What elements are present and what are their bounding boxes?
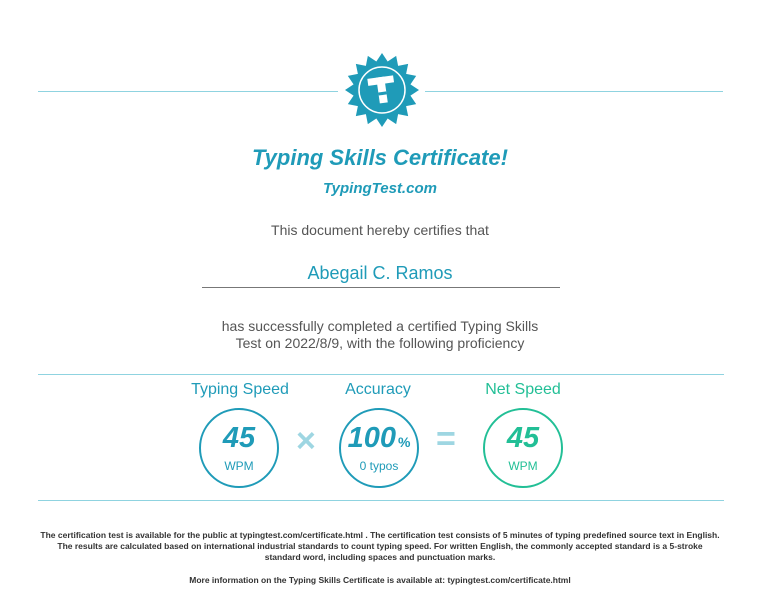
completion-text — [0, 318, 760, 352]
typing-speed-value: 45 — [222, 422, 256, 454]
top-rule-right — [425, 91, 723, 92]
equals-icon: = — [436, 420, 456, 458]
accuracy-value-wrap — [341, 422, 417, 458]
footer-disclaimer: The certification test is available for the public at typingtest.com/certificate.html . The certification test consists of 5 minutes of typing predefined source text in English. The results are calculated based on international industrial standards to count typing speed. For written English, the commonly accepted standard is a 5-stroke standard word, including spaces and punctuation marks. — [40, 530, 720, 562]
accuracy-label: Accuracy — [345, 381, 411, 398]
typing-speed-badge — [199, 408, 279, 488]
net-speed-unit: WPM — [508, 459, 538, 473]
certificate-site: TypingTest.com — [323, 180, 437, 197]
net-speed-label: Net Speed — [485, 381, 561, 398]
accuracy-badge — [339, 408, 419, 488]
accuracy-percent: % — [397, 434, 411, 450]
completion-line-2: Test on 2022/8/9, with the following proficiency — [235, 335, 525, 351]
net-speed-badge — [483, 408, 563, 488]
certifies-text: This document hereby certifies that — [271, 222, 489, 238]
accuracy-value: 100 — [347, 422, 396, 454]
typingtest-logo-icon — [344, 52, 420, 128]
footer-more-info: More information on the Typing Skills Certificate is available at: typingtest.com/certificate.html — [189, 575, 571, 585]
certificate-title: Typing Skills Certificate! — [252, 145, 508, 170]
name-underline — [202, 287, 560, 288]
typing-speed-label: Typing Speed — [191, 381, 289, 398]
net-speed-value: 45 — [506, 422, 540, 454]
recipient-name: Abegail C. Ramos — [307, 263, 453, 283]
stats-rule-top — [38, 374, 724, 375]
completion-line-1: has successfully completed a certified Typing Skills — [221, 318, 539, 334]
top-rule-left — [38, 91, 338, 92]
typing-speed-unit: WPM — [224, 459, 254, 473]
accuracy-unit: 0 typos — [359, 459, 399, 473]
multiply-icon: × — [296, 422, 316, 460]
stats-rule-bottom — [38, 500, 724, 501]
